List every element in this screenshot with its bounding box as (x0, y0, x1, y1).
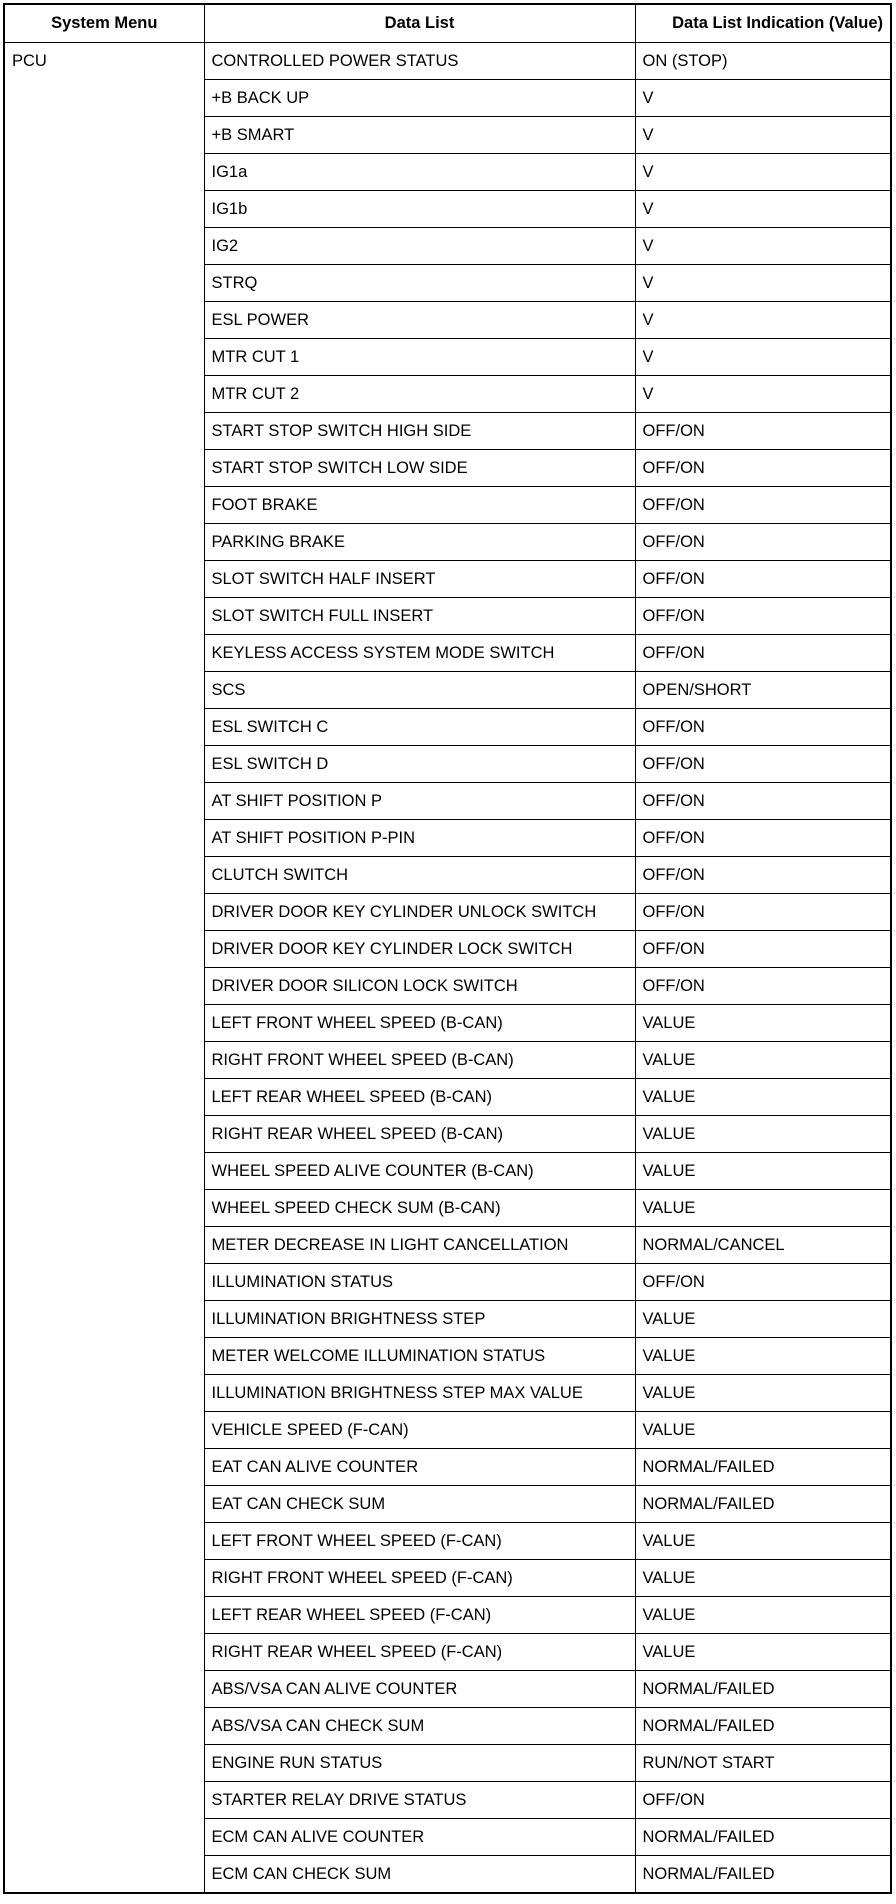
data-list-item: RIGHT FRONT WHEEL SPEED (F-CAN) (204, 1560, 635, 1597)
data-list-value: OFF/ON (635, 561, 891, 598)
data-list-value: VALUE (635, 1190, 891, 1227)
data-list-item: ABS/VSA CAN CHECK SUM (204, 1708, 635, 1745)
header-indication: Data List Indication (Value) (635, 4, 891, 43)
data-list-value: V (635, 154, 891, 191)
data-list-item: ILLUMINATION STATUS (204, 1264, 635, 1301)
header-data-list: Data List (204, 4, 635, 43)
data-list-item: ILLUMINATION BRIGHTNESS STEP MAX VALUE (204, 1375, 635, 1412)
data-list-item: RIGHT REAR WHEEL SPEED (F-CAN) (204, 1634, 635, 1671)
data-list-item: METER WELCOME ILLUMINATION STATUS (204, 1338, 635, 1375)
data-list-value: V (635, 376, 891, 413)
data-list-value: VALUE (635, 1523, 891, 1560)
data-list-value: VALUE (635, 1338, 891, 1375)
data-list-value: V (635, 117, 891, 154)
data-list-value: OFF/ON (635, 598, 891, 635)
system-menu-cell: PCU (4, 43, 204, 1894)
data-list-item: METER DECREASE IN LIGHT CANCELLATION (204, 1227, 635, 1264)
data-list-item: SLOT SWITCH HALF INSERT (204, 561, 635, 598)
data-list-table (3, 3, 892, 1894)
data-list-item: EAT CAN ALIVE COUNTER (204, 1449, 635, 1486)
header-system-menu: System Menu (4, 4, 204, 43)
data-list-item: VEHICLE SPEED (F-CAN) (204, 1412, 635, 1449)
data-list-value: VALUE (635, 1005, 891, 1042)
data-list-item: SLOT SWITCH FULL INSERT (204, 598, 635, 635)
data-list-value: VALUE (635, 1375, 891, 1412)
data-list-value: OFF/ON (635, 894, 891, 931)
data-list-value: OFF/ON (635, 746, 891, 783)
data-list-item: ABS/VSA CAN ALIVE COUNTER (204, 1671, 635, 1708)
data-list-item: ILLUMINATION BRIGHTNESS STEP (204, 1301, 635, 1338)
data-list-item: AT SHIFT POSITION P-PIN (204, 820, 635, 857)
data-list-item: WHEEL SPEED ALIVE COUNTER (B-CAN) (204, 1153, 635, 1190)
data-list-value: OFF/ON (635, 524, 891, 561)
data-list-item: ECM CAN ALIVE COUNTER (204, 1819, 635, 1856)
data-list-value: OFF/ON (635, 783, 891, 820)
data-list-item: AT SHIFT POSITION P (204, 783, 635, 820)
data-list-item: STARTER RELAY DRIVE STATUS (204, 1782, 635, 1819)
data-list-item: MTR CUT 2 (204, 376, 635, 413)
data-list-value: VALUE (635, 1042, 891, 1079)
data-list-value: OFF/ON (635, 968, 891, 1005)
data-list-value: OFF/ON (635, 413, 891, 450)
data-list-value: V (635, 339, 891, 376)
data-list-value: VALUE (635, 1153, 891, 1190)
data-list-value: VALUE (635, 1116, 891, 1153)
data-list-value: VALUE (635, 1560, 891, 1597)
data-list-value: ON (STOP) (635, 43, 891, 80)
data-list-value: OPEN/SHORT (635, 672, 891, 709)
data-list-value: OFF/ON (635, 450, 891, 487)
data-list-item: CLUTCH SWITCH (204, 857, 635, 894)
data-list-value: VALUE (635, 1634, 891, 1671)
data-list-item: SCS (204, 672, 635, 709)
data-list-item: FOOT BRAKE (204, 487, 635, 524)
data-list-item: RIGHT FRONT WHEEL SPEED (B-CAN) (204, 1042, 635, 1079)
data-list-value: NORMAL/FAILED (635, 1708, 891, 1745)
data-list-item: ENGINE RUN STATUS (204, 1745, 635, 1782)
data-list-value: OFF/ON (635, 931, 891, 968)
data-list-value: V (635, 228, 891, 265)
data-list-value: OFF/ON (635, 487, 891, 524)
data-list-value: NORMAL/FAILED (635, 1449, 891, 1486)
data-list-item: ECM CAN CHECK SUM (204, 1856, 635, 1894)
data-list-value: OFF/ON (635, 820, 891, 857)
table-row (4, 43, 891, 80)
data-list-item: RIGHT REAR WHEEL SPEED (B-CAN) (204, 1116, 635, 1153)
data-list-item: ESL SWITCH D (204, 746, 635, 783)
data-list-value: NORMAL/FAILED (635, 1671, 891, 1708)
table-body (4, 43, 891, 1894)
data-list-item: LEFT REAR WHEEL SPEED (B-CAN) (204, 1079, 635, 1116)
data-list-item: IG1b (204, 191, 635, 228)
data-list-item: KEYLESS ACCESS SYSTEM MODE SWITCH (204, 635, 635, 672)
data-list-item: DRIVER DOOR SILICON LOCK SWITCH (204, 968, 635, 1005)
data-list-value: V (635, 191, 891, 228)
data-list-value: V (635, 265, 891, 302)
data-list-item: ESL POWER (204, 302, 635, 339)
data-list-item: +B BACK UP (204, 80, 635, 117)
data-list-item: DRIVER DOOR KEY CYLINDER UNLOCK SWITCH (204, 894, 635, 931)
data-list-item: DRIVER DOOR KEY CYLINDER LOCK SWITCH (204, 931, 635, 968)
data-list-item: LEFT REAR WHEEL SPEED (F-CAN) (204, 1597, 635, 1634)
data-list-value: OFF/ON (635, 709, 891, 746)
data-list-item: CONTROLLED POWER STATUS (204, 43, 635, 80)
data-list-item: +B SMART (204, 117, 635, 154)
data-list-value: NORMAL/FAILED (635, 1819, 891, 1856)
data-list-item: IG2 (204, 228, 635, 265)
data-list-item: PARKING BRAKE (204, 524, 635, 561)
data-list-item: START STOP SWITCH LOW SIDE (204, 450, 635, 487)
data-list-value: OFF/ON (635, 857, 891, 894)
data-list-value: NORMAL/FAILED (635, 1486, 891, 1523)
data-list-item: LEFT FRONT WHEEL SPEED (B-CAN) (204, 1005, 635, 1042)
data-list-value: OFF/ON (635, 635, 891, 672)
data-list-item: IG1a (204, 154, 635, 191)
data-list-value: VALUE (635, 1079, 891, 1116)
data-list-item: MTR CUT 1 (204, 339, 635, 376)
data-list-item: ESL SWITCH C (204, 709, 635, 746)
data-list-item: START STOP SWITCH HIGH SIDE (204, 413, 635, 450)
data-list-value: OFF/ON (635, 1264, 891, 1301)
data-list-item: WHEEL SPEED CHECK SUM (B-CAN) (204, 1190, 635, 1227)
data-list-value: NORMAL/CANCEL (635, 1227, 891, 1264)
data-list-item: STRQ (204, 265, 635, 302)
data-list-item: EAT CAN CHECK SUM (204, 1486, 635, 1523)
data-list-value: VALUE (635, 1597, 891, 1634)
data-list-value: RUN/NOT START (635, 1745, 891, 1782)
data-list-value: NORMAL/FAILED (635, 1856, 891, 1894)
header-row (4, 4, 891, 43)
data-list-item: LEFT FRONT WHEEL SPEED (F-CAN) (204, 1523, 635, 1560)
data-list-value: OFF/ON (635, 1782, 891, 1819)
data-list-value: V (635, 80, 891, 117)
data-list-value: V (635, 302, 891, 339)
data-list-value: VALUE (635, 1301, 891, 1338)
data-list-value: VALUE (635, 1412, 891, 1449)
